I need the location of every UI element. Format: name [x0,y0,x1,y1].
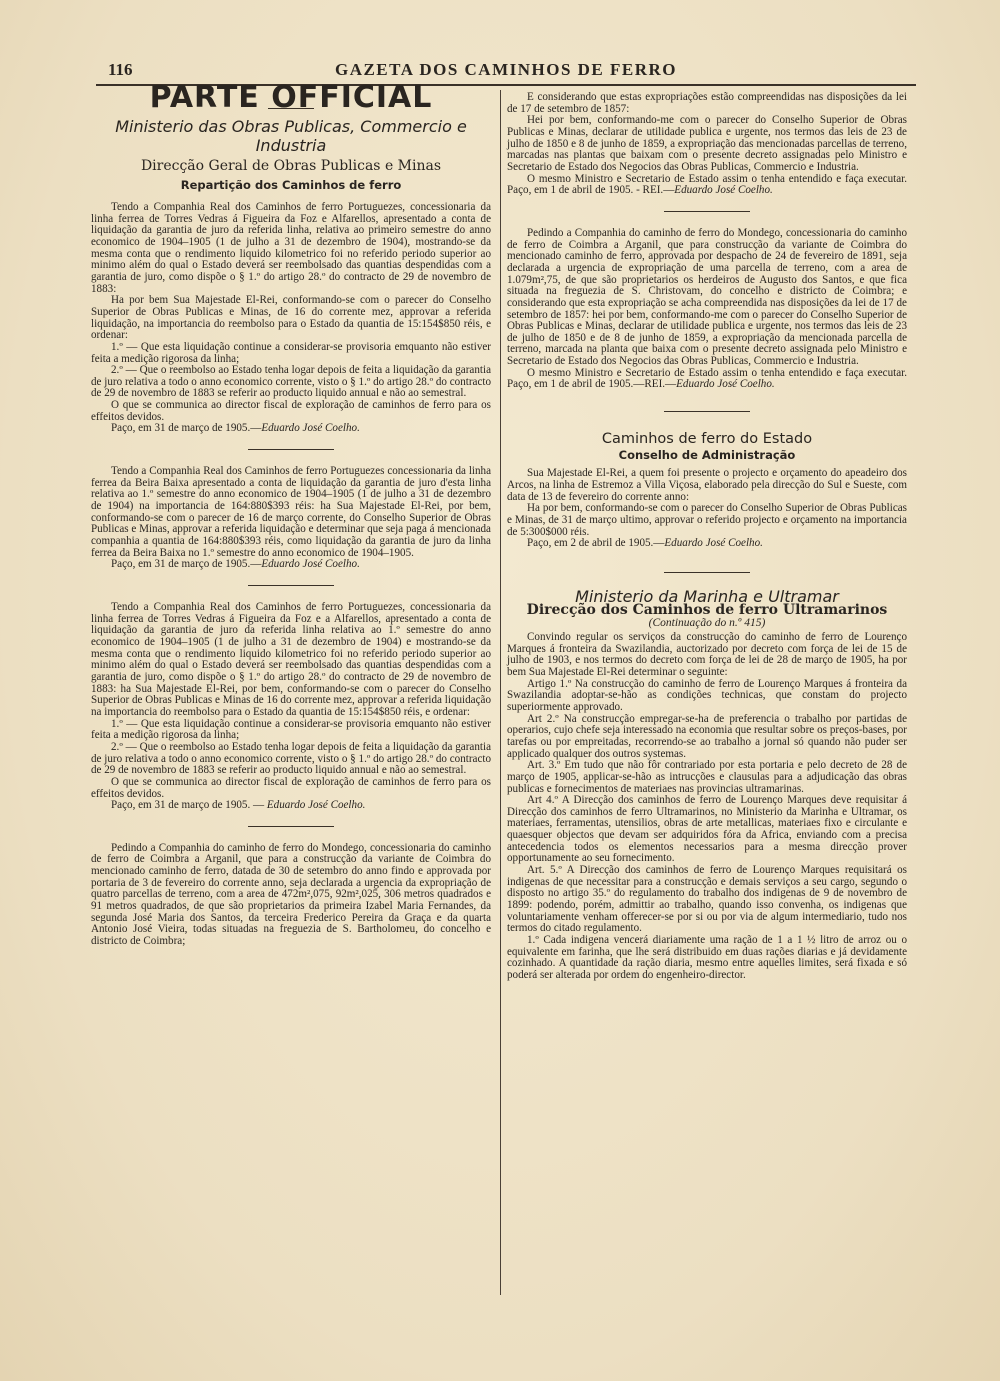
directorate-heading: Direcção dos Caminhos de ferro Ultramarinos [526,601,888,618]
paragraph [507,174,907,197]
decree-4-continued [507,92,907,197]
signature-name: Eduardo José Coelho. [261,558,360,571]
divider [664,211,750,212]
signature-name: Eduardo José Coelho. [664,537,763,550]
section-heading: PARTE OFFICIAL [149,80,433,115]
divider [248,585,334,586]
paragraph: Tendo a Companhia Real dos Caminhos de ferro Portuguezes, concessionaria da linha ferrea de Torres Vedras á Figueira da Foz e a Alfarellos, apresentado a conta de liquidação da garantia de juro da referida linha relativa ao 1.º semestre do anno economico de 1904–1905 (1 de julho a 31 de dezembro de 1904) e mostrando-se da mesma conta que o rendimento liquido kilometrico foi no referido periodo superior ao minimo além do qual o Estado deverá ser reembolsado das quantias despendidas com a garantia de juro, como dispõe o § 1.º do artigo 28.º do contracto de 29 de novembro de 1883: ha Sua Majestade El-Rei, por bem, conformando-se com o parecer do Conselho Superior de Obras Publicas e Minas de 16 do corrente mez, approvar a referida liquidação na importancia do reembolso para o Estado da quantia de 15:154$850 réis, e ordenar: [91,601,491,718]
subsection-heading: Conselho de Administração [618,447,796,462]
continuation-note: (Continuação do n.º 415) [648,617,766,630]
decree-5 [507,228,907,391]
paragraph: Convindo regular os serviços da construcção do caminho de ferro de Lourenço Marques á fronteira da Swazilandia, auctorizado por decreto com força de lei de 15 de julho de 1903, e nos termos do decreto com força de lei de 28 de março de 1905, ha por bem Sua Majestade El-Rei determinar o seguinte: [507,630,907,678]
page-header [96,58,916,82]
decree-1 [91,202,491,435]
closing-text: O mesmo Ministro e Secretario de Estado assim o tenha entendido e faça executar. Paço, em 1 de abril de 1905.—REI.— [507,366,907,391]
divider [248,449,334,450]
divider [664,411,750,412]
ministry-heading: Ministerio das Obras Publicas, Commercio e Industria [115,116,467,155]
decree-4 [91,843,491,948]
paragraph: Hei por bem, conformando-me com o parecer do Conselho Superior de Obras Publicas e Minas, declarar de utilidade publica e urgente, nos termos das leis de 23 de julho de 1850 e 8 de junho de 1859, a expropriação das mencionadas parcellas de terreno, marcadas nas plantas que baixam com o presente decreto assignadas pelo Ministro e Secretario de Estado dos Negocios das Obras Publicas, Commercio e Industria. [507,114,907,173]
paragraph: E considerando que estas expropriações estão compreendidas nas disposições da lei de 17 de setembro de 1857: [507,91,907,115]
signature-line [91,800,491,812]
article: Artigo 1.º Na construcção do caminho de ferro de Lourenço Marques á fronteira da Swazilandia adoptar-se-hão as condições technicas, que constam do projecto superiormente approvado. [507,677,907,713]
right-column [507,92,907,982]
decree-7 [507,632,907,982]
article: Art. 5.º A Direcção dos caminhos de ferro de Lourenço Marques requisitará os indigenas de que necessitar para a construcção e demais serviços a seu cargo, segundo o disposto no artigo 35.º do regulamento do trabalho dos indigenas de 9 de novembro de 1899: podendo, porém, admittir ao trabalho, quando isso convenha, os indigenas que voluntariamente venham offerecer-se por si ou por via de algum intermediario, tudo nos termos do citado regulamento. [507,864,907,935]
decree-6 [507,468,907,550]
page-number: 116 [108,60,133,79]
closing-text: O mesmo Ministro e Secretario de Estado assim o tenha entendido e faça executar. Paço, em 1 de abril de 1905. - REI.— [507,172,907,197]
paragraph: Tendo a Companhia Real dos Caminhos de ferro Portuguezes concessionaria da linha ferrea da Beira Baixa apresentado a conta de liquidação da garantia de juro d'esta linha relativa ao 1.º semestre do anno economico de 1904–1905 (1 de julho a 31 de dezembro de 1904) na importancia de 164:880$393 réis: ha Sua Majestade El-Rei, por bem, conformando-se com o parecer de 16 de março corrente, do Conselho Superior de Obras Publicas e Minas, approvar a referida liquidação e determinar que seja paga á mencionada companhia a quantia de 164:880$393 réis, como liquidação da garantia de juro da linha ferrea da Beira Baixa no 1.º semestre do anno economico de 1904–1905. [91,465,491,559]
paragraph: Sua Majestade El-Rei, a quem foi presente o projecto e orçamento do apeadeiro dos Arcos, na linha de Estremoz a Villa Viçosa, elaborado pela direcção do Sul e Sueste, com data de 13 de fevereiro do corrente anno: [507,467,907,503]
signature-line [91,423,491,435]
signature-date: Paço, em 31 de março de 1905.— [111,422,262,435]
paragraph: O que se communica ao director fiscal de exploração de caminhos de ferro para os effeitos devidos. [91,399,491,423]
signature-date: Paço, em 31 de março de 1905.— [111,558,262,571]
divider [664,572,750,573]
decree-3 [91,602,491,812]
signature-date: Paço, em 31 de março de 1905. — [111,799,267,812]
signature-name: Eduardo José Coelho. [261,422,360,435]
paragraph: Pedindo a Companhia do caminho de ferro do Mondego, concessionaria do caminho de ferro de Coimbra a Arganil, que para a construcção da variante de Coimbra do mencionado caminho de ferro, datada de 30 de setembro do anno findo e approvada por portaria de 3 de fevereiro do corrente anno, seja declarada a urgencia da expropriação de quatro parcellas de terreno, com a area de 472m²,075, 92m²,025, 306 metros quadrados e 91 metros quadrados, de que são proprietarios da primeira Izabel Maria Fernandes, da segunda José Maria dos Santos, da terceira Frederico Pereira da Graça e da quarta Antonio José Vieira, todas situadas na freguezia de S. Bartholomeu, do concelho e districto de Coimbra; [91,841,491,948]
paragraph: 2.º — Que o reembolso ao Estado tenha logar depois de feita a liquidação da garantia de juro relativa a todo o anno economico corrente, visto o § 1.º do artigo 28.º do contracto de 29 de novembro de 1883 se referir ao producto liquido annual e não ao semestral. [91,364,491,400]
paragraph: 1.º — Que esta liquidação continue a considerar-se provisoria emquanto não estiver feita a medição rigorosa da linha; [91,340,491,365]
signature-name: Eduardo José Coelho. [674,184,773,197]
left-column [91,80,491,948]
paragraph: Ha por bem Sua Majestade El-Rei, conformando-se com o parecer do Conselho Superior de Obras Publicas e Minas, de 16 do corrente mez, approvar a referida liquidação, na importancia do reembolso para o Estado da quantia de 15:154$850 réis, e ordenar: [91,294,491,342]
department-heading: Repartição dos Caminhos de ferro [180,178,402,193]
signature-line [91,559,491,571]
paragraph: 1.º — Que esta liquidação continue a considerar-se provisoria emquanto não estiver feita a medição rigorosa da linha; [91,717,491,742]
directorate-heading: Direcção Geral de Obras Publicas e Minas [140,157,442,174]
signature-name: Eduardo José Coelho. [266,799,366,812]
column-divider [500,90,501,1295]
article: Art 2.º Na construcção empregar-se-ha de preferencia o trabalho por partidas de operarios, cujo chefe seja interessado na economia que resultar sobre os preços-bases, por tarefas ou por empreitadas, recorrendo-se ao trabalho a jornal só quando não puder ser applicado qualquer dos outros systemas. [507,712,907,760]
signature-line [507,538,907,550]
paragraph: 2.º — Que o reembolso ao Estado tenha logar depois de feita a liquidação da garantia de juro relativa a todo o anno economico corrente, visto o § 1.º do artigo 28.º do contracto de 29 de novembro de 1883 se referir ao producto liquido annual e não ao semestral. [91,740,491,777]
decree-2 [91,466,491,571]
divider [248,826,334,827]
signature-date: Paço, em 2 de abril de 1905.— [527,537,665,550]
paragraph: 1.º Cada indigena vencerá diariamente uma ração de 1 a 1 ½ litro de arroz ou o equivalente em farinha, que lhe será distribuido em duas rações diarias e já devidamente cozinhado. A quantidade da ração diaria, mesmo entre aquelles limites, será fixada e só poderá ser alterada por ordem do engenheiro-director. [507,934,907,981]
paragraph: Pedindo a Companhia do caminho de ferro do Mondego, concessionaria do caminho de ferro de Coimbra a Arganil, que para construcção da variante de Coimbra do mencionado caminho de ferro, approvada por despacho de 24 de fevereiro de 1891, seja declarada a urgencia de expropriação de uma parcella de terreno, com a area de 1.079m²,75, de que são proprietarios os herdeiros de Augusto dos Santos, e que fica situada na freguezia de S. Christovam, do concelho e districto de Coimbra; e considerando que esta expropriação se acha compreendida nas disposições da lei de 17 de setembro de 1857: hei por bem, conformando-me com o parecer do Conselho Superior de Obras Publicas e Minas, declarar de utilidade publica e urgente, nos termos das leis de 23 de julho de 1850 e de 8 de junho de 1859, a expropriação da mencionada parcella de terreno, marcada na planta que baixa com o presente decreto assignada pelo Ministro e Secretario de Estado dos Negocios das Obras Publicas, Commercio e Industria. [507,226,907,368]
ministry-heading: Ministerio da Marinha e Ultramar [575,587,839,606]
paragraph: Ha por bem, conformando-se com o parecer do Conselho Superior de Obras Publicas e Minas, de 31 de março ultimo, approvar o referido projecto e orçamento na importancia de 5:300$000 réis. [507,502,907,538]
paragraph [507,368,907,391]
paragraph: O que se communica ao director fiscal de exploração de caminhos de ferro para os effeitos devidos. [91,775,491,800]
section-heading: Caminhos de ferro do Estado [601,431,813,448]
article: Art. 3.º Em tudo que não fôr contrariado por esta portaria e pelo decreto de 28 de março de 1905, applicar-se-hão as intrucções e clausulas para a adjudicação das obras publicas e fornecimentos de materiaes nas provincias ultramarinas. [507,759,907,795]
signature-name: Eduardo José Coelho. [676,378,775,391]
paragraph: Tendo a Companhia Real dos Caminhos de ferro Portuguezes, concessionaria da linha ferrea de Torres Vedras á Figueira da Foz e Alfarellos, apresentado a conta de liquidação da garantia de juro da referida linha, relativa ao primeiro semestre do anno economico de 1904–1905 (1 de julho a 31 de dezembro de 1904), mostrando-se da mesma conta que o rendimento liquido kilometrico foi no referido periodo superior ao minimo além do qual o Estado deverá ser reembolsado das quantias despendidas com a garantia de juro, como dispõe o § 1.º do artigo 28.º do contracto de 29 de novembro de 1883: [91,200,491,295]
article: Art 4.º A Direcção dos caminhos de ferro de Lourenço Marques deve requisitar á Direcção dos caminhos de ferro Ultramarinos, no Ministerio da Marinha e Ultramar, os materiaes, ferramentas, utensilios, obras de arte metallicas, materiaes fixo e circulante e quaesquer objectos que devam ser adquiridos fóra da Africa, enviando com a precisa antecedencia todos os elementos necessarios para a mesma direcção prover opportunamente ao seu fornecimento. [507,794,907,865]
publication-title: GAZETA DOS CAMINHOS DE FERRO [334,60,678,79]
